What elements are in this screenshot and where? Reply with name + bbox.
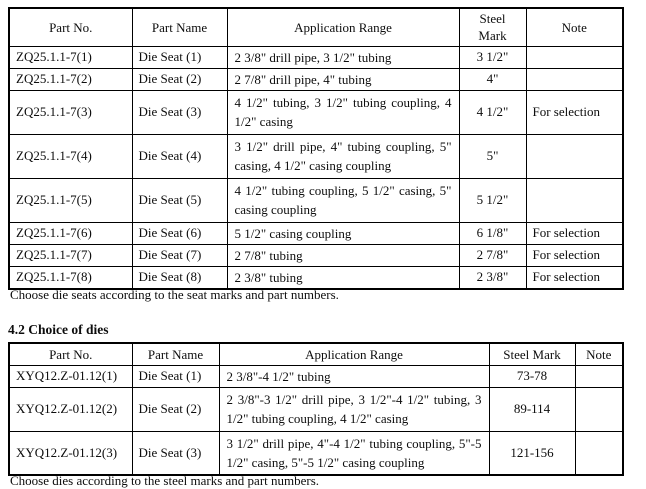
cell-application-range: 2 3/8"-3 1/2" drill pipe, 3 1/2"-4 1/2" tubing, 3 1/2" tubing coupling, 4 1/2" casing (219, 387, 489, 431)
cell-note: For selection (526, 222, 623, 244)
cell-application-range: 2 3/8"-4 1/2" tubing (219, 365, 489, 387)
cell-note (526, 46, 623, 68)
cell-part-no: ZQ25.1.1-7(3) (9, 90, 132, 134)
cell-steel-mark: 3 1/2" (459, 46, 526, 68)
table-row (9, 387, 623, 431)
die-seat-table-footnote: Choose die seats according to the seat marks and part numbers. (10, 287, 339, 302)
table-row (9, 222, 623, 244)
cell-steel-mark: 2 3/8" (459, 266, 526, 289)
col-header-part-name: Part Name (132, 8, 227, 46)
cell-part-no: XYQ12.Z-01.12(2) (9, 387, 132, 431)
cell-part-no: ZQ25.1.1-7(1) (9, 46, 132, 68)
table-row (9, 68, 623, 90)
col-header-part-name: Part Name (132, 343, 219, 365)
table-row (9, 365, 623, 387)
die-seat-table (8, 7, 624, 290)
cell-note (575, 431, 623, 475)
cell-steel-mark: 4 1/2" (459, 90, 526, 134)
dies-table-footnote-cutoff: Choose dies according to the steel marks and part numbers. (10, 473, 320, 488)
cell-application-range: 2 3/8" drill pipe, 3 1/2" tubing (227, 46, 459, 68)
cell-steel-mark: 89-114 (489, 387, 575, 431)
cell-application-range: 3 1/2" drill pipe, 4"-4 1/2" tubing coupling, 5"-5 1/2" casing, 5"-5 1/2" casing coupling (219, 431, 489, 475)
cell-application-range: 2 7/8" tubing (227, 244, 459, 266)
col-header-application-range: Application Range (219, 343, 489, 365)
col-header-steel-mark: Steel Mark (489, 343, 575, 365)
cell-note (575, 387, 623, 431)
cell-part-name: Die Seat (2) (132, 387, 219, 431)
cell-application-range: 4 1/2" tubing, 3 1/2" tubing coupling, 4 1/2" casing (227, 90, 459, 134)
cell-note (526, 178, 623, 222)
cell-steel-mark: 5" (459, 134, 526, 178)
dies-table (8, 342, 624, 476)
cell-part-no: XYQ12.Z-01.12(1) (9, 365, 132, 387)
cell-note: For selection (526, 90, 623, 134)
cell-note (575, 365, 623, 387)
cell-part-no: XYQ12.Z-01.12(3) (9, 431, 132, 475)
table-row (9, 134, 623, 178)
cell-application-range: 5 1/2" casing coupling (227, 222, 459, 244)
col-header-application-range: Application Range (227, 8, 459, 46)
cell-part-no: ZQ25.1.1-7(5) (9, 178, 132, 222)
cell-part-name: Die Seat (6) (132, 222, 227, 244)
cell-part-name: Die Seat (8) (132, 266, 227, 289)
cell-part-no: ZQ25.1.1-7(4) (9, 134, 132, 178)
cell-part-no: ZQ25.1.1-7(2) (9, 68, 132, 90)
cell-steel-mark: 73-78 (489, 365, 575, 387)
table-header-row (9, 8, 623, 46)
table-row (9, 46, 623, 68)
cell-note (526, 134, 623, 178)
table-row (9, 178, 623, 222)
cell-part-name: Die Seat (3) (132, 431, 219, 475)
cell-part-name: Die Seat (1) (132, 365, 219, 387)
col-header-part-no: Part No. (9, 343, 132, 365)
cell-application-range: 4 1/2" tubing coupling, 5 1/2" casing, 5" casing coupling (227, 178, 459, 222)
table-header-row (9, 343, 623, 365)
cell-steel-mark: 5 1/2" (459, 178, 526, 222)
cell-note (526, 68, 623, 90)
col-header-steel-mark: Steel Mark (459, 8, 526, 46)
cell-part-name: Die Seat (7) (132, 244, 227, 266)
table-row (9, 90, 623, 134)
cell-part-no: ZQ25.1.1-7(8) (9, 266, 132, 289)
col-header-note: Note (526, 8, 623, 46)
cell-note: For selection (526, 244, 623, 266)
cell-steel-mark: 4" (459, 68, 526, 90)
col-header-part-no: Part No. (9, 8, 132, 46)
cell-steel-mark: 6 1/8" (459, 222, 526, 244)
cell-part-no: ZQ25.1.1-7(7) (9, 244, 132, 266)
cell-application-range: 3 1/2" drill pipe, 4" tubing coupling, 5" casing, 4 1/2" casing coupling (227, 134, 459, 178)
cell-part-name: Die Seat (3) (132, 90, 227, 134)
cell-application-range: 2 3/8" tubing (227, 266, 459, 289)
cell-part-name: Die Seat (4) (132, 134, 227, 178)
col-header-note: Note (575, 343, 623, 365)
cell-part-name: Die Seat (5) (132, 178, 227, 222)
cell-part-no: ZQ25.1.1-7(6) (9, 222, 132, 244)
cell-note: For selection (526, 266, 623, 289)
cell-part-name: Die Seat (2) (132, 68, 227, 90)
cell-application-range: 2 7/8" drill pipe, 4" tubing (227, 68, 459, 90)
table-row (9, 266, 623, 289)
cell-steel-mark: 121-156 (489, 431, 575, 475)
table-row (9, 431, 623, 475)
cell-steel-mark: 2 7/8" (459, 244, 526, 266)
cell-part-name: Die Seat (1) (132, 46, 227, 68)
table-row (9, 244, 623, 266)
section-heading-choice-of-dies: 4.2 Choice of dies (8, 322, 109, 337)
